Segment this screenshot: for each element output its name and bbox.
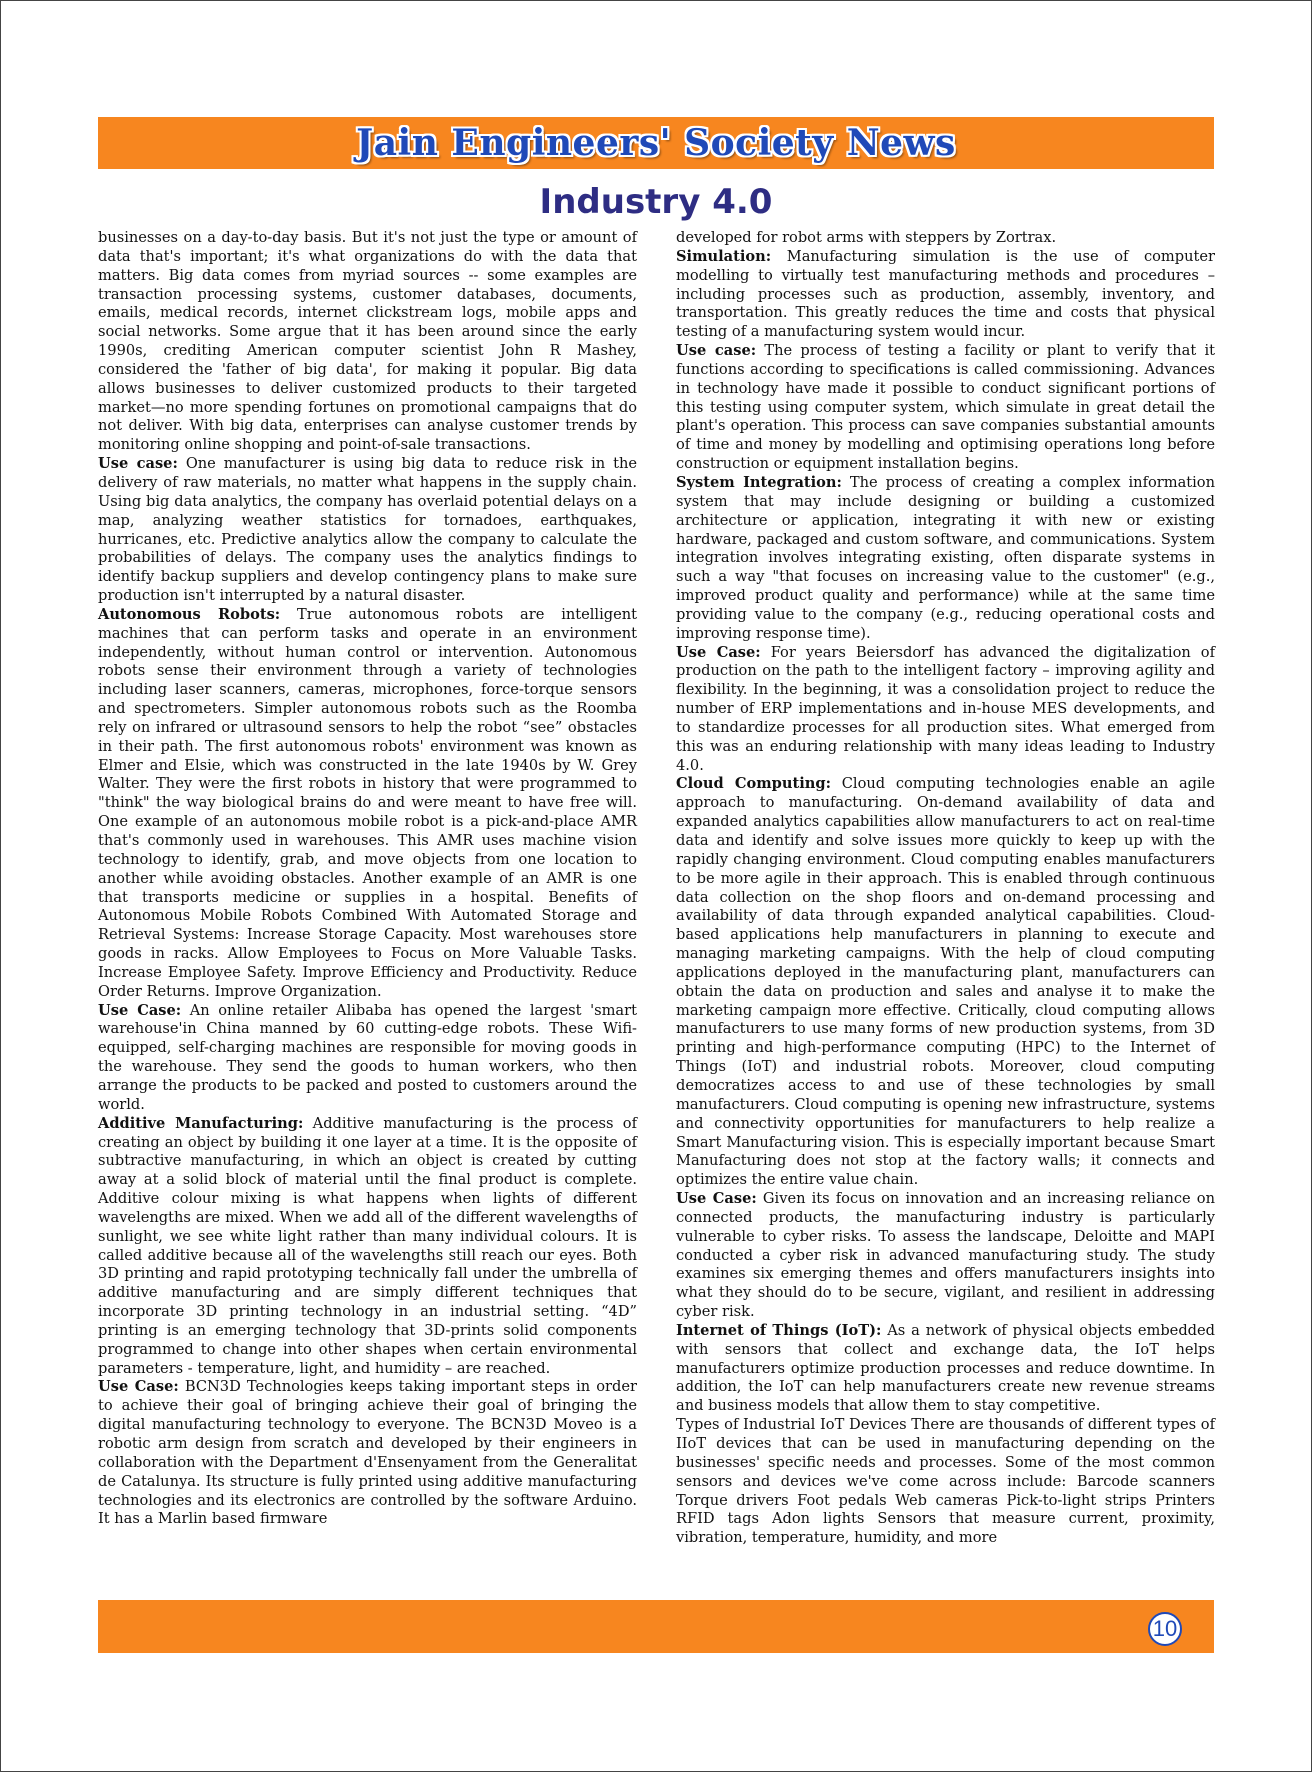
paragraph (98, 1002, 637, 1115)
paragraph-text: The process of creating a complex information system that may include designing or building a customized architecture or application, integrating it with new or existing hardware, packaged and custom software, and communications. System integration involves integrating existing, often disparate systems in such a way "that focuses on increasing value to the customer" (e.g., improved product quality and performance) while at the same time providing value to the company (e.g., reducing operational costs and improving response time). (676, 473, 1215, 642)
paragraph-heading: Use case: (676, 342, 757, 360)
paragraph-heading: Use Case: (676, 643, 761, 661)
footer-bar (98, 1600, 1214, 1653)
paragraph-heading: Simulation: (676, 247, 772, 265)
paragraph-text: BCN3D Technologies keeps taking important steps in order to achieve their goal of bringing achieve their goal of bringing the digital manufacturing technology to everyone. The BCN3D Moveo is a robotic arm design from scratch and developed by their engineers in collaboration with the Department d'Ensenyament from the Generalitat de Catalunya. Its structure is fully printed using additive manufacturing technologies and its electronics are controlled by the software Arduino. It has a Marlin based firmware (98, 1378, 637, 1528)
paragraph (98, 1115, 637, 1379)
paragraph-text: An online retailer Alibaba has opened the largest 'smart warehouse'in China manned by 60 cutting-edge robots. These Wifi-equipped, self-charging machines are responsible for moving goods in the warehouse. They send the goods to human workers, who then arrange the products to be packed and posted to customers around the world. (98, 1001, 637, 1113)
newsletter-title: Jain Engineers' Society News (356, 122, 956, 164)
paragraph-heading: Autonomous Robots: (98, 605, 281, 623)
paragraph (676, 1416, 1215, 1548)
paragraph-text: Cloud computing technologies enable an agile approach to manufacturing. On-demand availability of data and expanded analytics capabilities allow manufacturers to act on real-time data and identify and solve issues more quickly to keep up with the rapidly changing environment. Cloud computing enables manufacturers to be more agile in their approach. This is enabled through continuous data collection on the shop floors and on-demand processing and availability of data through expanded analytical capabilities. Cloud-based applications help manufacturers in planning to execute and managing marketing campaigns. With the help of cloud computing applications deployed in the manufacturing plant, manufacturers can obtain the data on production and sales and analyse it to make the marketing campaign more effective. Critically, cloud computing allows manufacturers to use many forms of new production systems, from 3D printing and high-performance computing (HPC) to the Internet of Things (IoT) and industrial robots. Moreover, cloud computing democratizes access to and use of these technologies by small manufacturers. Cloud computing is opening new infrastructure, systems and connectivity opportunities for manufacturers to help realize a Smart Manufacturing vision. This is especially important because Smart Manufacturing does not stop at the factory walls; it connects and optimizes the entire value chain. (676, 775, 1215, 1189)
page-title: Industry 4.0 (539, 182, 773, 222)
paragraph (676, 229, 1215, 248)
paragraph (676, 342, 1215, 474)
paragraph (98, 455, 637, 606)
paragraph-text: One manufacturer is using big data to reduce risk in the delivery of raw materials, no matter what happens in the supply chain. Using big data analytics, the company has overlaid potential delays on a map, analyzing weather statistics for tornadoes, earthquakes, hurricanes, etc. Predictive analytics allow the company to calculate the probabilities of delays. The company uses the analytics findings to identify backup suppliers and develop contingency plans to make sure production isn't interrupted by a natural disaster. (98, 455, 637, 605)
right-column (676, 229, 1215, 1548)
paragraph-text: Given its focus on innovation and an increasing reliance on connected products, the manufacturing industry is particularly vulnerable to cyber risks. To assess the landscape, Deloitte and MAPI conducted a cyber risk in advanced manufacturing study. The study examines six emerging themes and offers manufacturers insights into what they should do to be secure, vigilant, and resilient in addressing cyber risk. (676, 1190, 1215, 1321)
paragraph-text: For years Beiersdorf has advanced the digitalization of production on the path to the intelligent factory – improving agility and flexibility. In the beginning, it was a consolidation project to reduce the number of ERP implementations and in-house MES developments, and to standardize processes for all production sites. What emerged from this was an enduring relationship with many ideas leading to Industry 4.0. (676, 643, 1215, 774)
paragraph-text: developed for robot arms with steppers by Zortrax. (676, 229, 1057, 246)
paragraph-heading: System Integration: (676, 473, 842, 491)
paragraph-heading: Use Case: (98, 1001, 182, 1019)
paragraph (676, 474, 1215, 644)
paragraph-text: businesses on a day-to-day basis. But it's not just the type or amount of data that's important; it's what organizations do with the data that matters. Big data comes from myriad sources -- some examples are transaction processing systems, customer databases, documents, emails, medical records, internet clickstream logs, mobile apps and social networks. Some argue that it has been around since the early 1990s, crediting American computer scientist John R Mashey, considered the 'father of big data', for making it popular. Big data allows businesses to deliver customized products to their targeted market—no more spending fortunes on promotional campaigns that do not deliver. With big data, enterprises can analyse customer trends by monitoring online shopping and point-of-sale transactions. (98, 229, 637, 454)
paragraph-heading: Use Case: (98, 1378, 179, 1396)
paragraph-text: The process of testing a facility or plant to verify that it functions according to specifications is called commissioning. Advances in technology have made it possible to conduct significant portions of this testing using computer system, which simulate in great detail the plant's operation. This process can save companies substantial amounts of time and money by modelling and optimising operations long before construction or equipment installation begins. (676, 342, 1215, 473)
paragraph-text: Additive manufacturing is the process of creating an object by building it one layer at a time. It is the opposite of subtractive manufacturing, in which an object is created by cutting away at a solid block of material until the final product is complete. Additive colour mixing is what happens when lights of different wavelengths are mixed. When we add all of the different wavelengths of sunlight, we see white light rather than many individual colours. It is called additive because all of the wavelengths still reach our eyes. Both 3D printing and rapid prototyping technically fall under the umbrella of additive manufacturing and are simply different techniques that incorporate 3D printing technology in an industrial setting. “4D” printing is an emerging technology that 3D-prints solid components programmed to change into other shapes when certain environmental parameters - temperature, light, and humidity – are reached. (98, 1114, 637, 1377)
paragraph-heading: Cloud Computing: (676, 775, 831, 793)
paragraph-text: True autonomous robots are intelligent machines that can perform tasks and operate in an environment independently, without human control or intervention. Autonomous robots sense their environment through a variety of technologies including laser scanners, cameras, microphones, force-torque sensors and spectrometers. Simpler autonomous robots such as the Roomba rely on infrared or ultrasound sensors to help the robot “see” obstacles in their path. The first autonomous robots' environment was known as Elmer and Elsie, which was constructed in the late 1940s by W. Grey Walter. They were the first robots in history that were programmed to "think" the way biological brains do and were meant to have free will. One example of an autonomous mobile robot is a pick-and-place AMR that's commonly used in warehouses. This AMR uses machine vision technology to identify, grab, and move objects from one location to another while avoiding obstacles. Another example of an AMR is one that transports medicine or supplies in a hospital. Benefits of Autonomous Mobile Robots Combined With Automated Storage and Retrieval Systems: Increase Storage Capacity. Most warehouses store goods in racks. Allow Employees to Focus on More Valuable Tasks. Increase Employee Safety. Improve Efficiency and Productivity. Reduce Order Returns. Improve Organization. (98, 605, 638, 1000)
paragraph-heading: Internet of Things (IoT): (676, 1321, 882, 1339)
paragraph (676, 1190, 1215, 1322)
paragraph (98, 606, 637, 1002)
paragraph-heading: Use case: (98, 455, 178, 473)
paragraph (676, 644, 1215, 776)
paragraph (98, 229, 637, 455)
left-column (98, 229, 637, 1529)
paragraph-text: Manufacturing simulation is the use of computer modelling to virtually test manufacturing methods and procedures – including processes such as production, assembly, inventory, and transportation. This greatly reduces the time and costs that physical testing of a manufacturing system would incur. (676, 247, 1215, 341)
paragraph (676, 775, 1215, 1190)
paragraph-text: Types of Industrial IoT Devices There are thousands of different types of IIoT devices that can be used in manufacturing depending on the businesses' specific needs and processes. Some of the most common sensors and devices we've come across include: Barcode scanners Torque drivers Foot pedals Web cameras Pick-to-light strips Printers RFID tags Adon lights Sensors that measure current, proximity, vibration, temperature, humidity, and more (676, 1416, 1215, 1547)
paragraph-heading: Additive Manufacturing: (98, 1114, 304, 1132)
header-banner (98, 117, 1214, 169)
paragraph (98, 1378, 637, 1529)
paragraph-heading: Use Case: (676, 1190, 757, 1208)
paragraph (676, 1322, 1215, 1416)
page-number: 10 (1148, 1612, 1182, 1646)
paragraph-text: As a network of physical objects embedded with sensors that collect and exchange data, the IoT helps manufacturers optimize production processes and reduce downtime. In addition, the IoT can help manufacturers create new revenue streams and business models that allow them to stay competitive. (676, 1321, 1215, 1415)
paragraph (676, 248, 1215, 342)
